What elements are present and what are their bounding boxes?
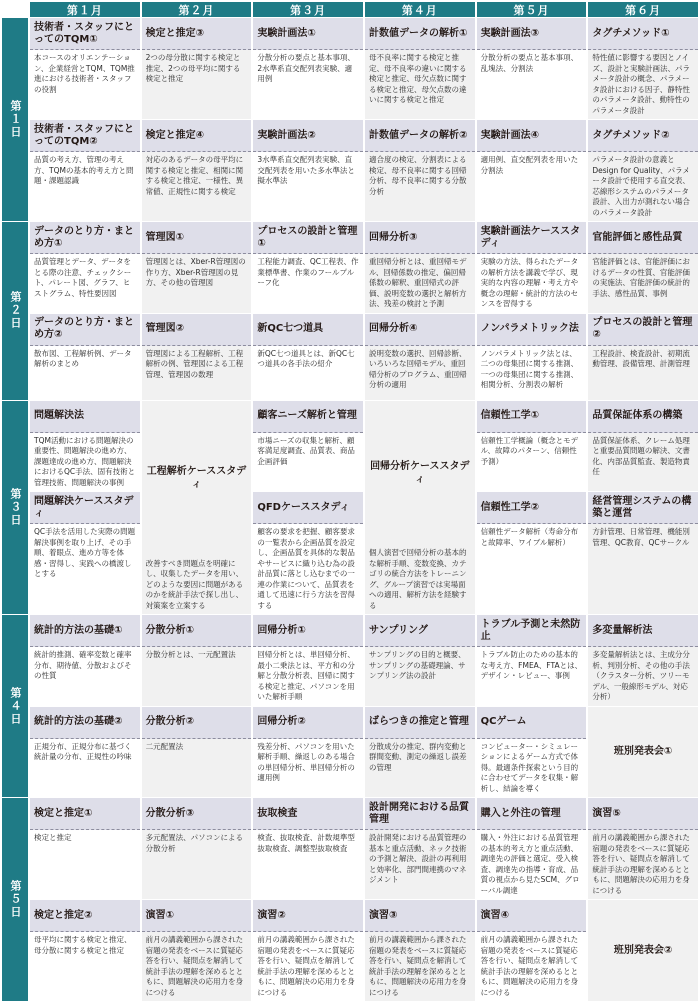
session-description: 適用例、直交配列表を用いた分割法 bbox=[480, 155, 579, 175]
session-title: 検定と推定② bbox=[30, 900, 140, 932]
session-description: 検定と推定 bbox=[34, 833, 72, 842]
session-cell bbox=[365, 615, 475, 706]
session-description: 正規分布、正規分布に基づく統計量の分布、正規性の吟味 bbox=[34, 741, 132, 761]
session-description: 購入・外注における品質管理の基本的考え方と重点活動、調達先の評価と選定、受入検査、調達先の指導・育成、品質の視点から見たSCM、グローバル調達 bbox=[480, 833, 580, 895]
session-cell bbox=[142, 900, 252, 1001]
course-schedule-table bbox=[2, 2, 698, 1001]
session-description: ノンパラメトリック法とは、二つの母集団に関する推測、一つの母集団に関する推測、相関分析、分割表の解析 bbox=[480, 348, 579, 389]
session-description: 多元配置法、パソコンによる分散分析 bbox=[145, 833, 244, 853]
session-description: 統計的推測、確率変数と確率分布、期待値、分散およびその性質 bbox=[34, 650, 132, 680]
month-header-2: 第２月 bbox=[142, 2, 252, 17]
session-description: 工程能力調査、QC工程表、作業標準書、作業のフールプルーフ化 bbox=[257, 257, 359, 287]
session-title: 回帰分析③ bbox=[365, 222, 475, 254]
session-title: データのとり方・まとめ方① bbox=[30, 222, 140, 254]
session-description: パラメータ設計の意義とDesign for Quality、パラメータ設計で使用する直交表、芯線形システムのパラメータ設計、入出力が測れない場合のパラメータ設計 bbox=[592, 155, 690, 217]
session-description: 残差分析、パソコンを用いた解析手順、繰返しのある場合の単回帰分析、単回帰分析の適用例 bbox=[257, 741, 355, 782]
session-description: 工程設計、検査設計、初期流動管理、設備管理、計測管理 bbox=[592, 348, 690, 368]
session-description: 3水準系直交配列表実験、直交配列表を用いた多水準法と擬水準法 bbox=[257, 155, 355, 185]
session-title: 演習④ bbox=[477, 900, 587, 932]
session-cell bbox=[365, 120, 475, 221]
session-title: 班別発表会② bbox=[613, 945, 673, 956]
session-title: QFDケーススタディ bbox=[253, 492, 363, 524]
session-title: 計数値データの解析① bbox=[365, 18, 475, 50]
session-description: 検査、抜取検査、計数規準型抜取検査、調整型抜取検査 bbox=[257, 833, 355, 853]
session-cell bbox=[588, 707, 698, 798]
session-description: 信頼性データ解析（寿命分布と故障率、ワイブル解析） bbox=[480, 527, 579, 547]
session-description: 特性値に影響する要因とノイズ、設計と実験計画法、パラメータ設計の概念、パラメータ設計における因子、静特性のパラメータ設計、動特性のパラメータ設計 bbox=[592, 53, 691, 115]
session-description: 対応のあるデータの母平均に関する検定と推定、相関に関する検定と推定、一様性、異常値、正規性に関する検定 bbox=[145, 155, 244, 196]
session-title: 演習① bbox=[142, 900, 252, 932]
session-title: 演習⑤ bbox=[588, 798, 698, 830]
session-cell bbox=[253, 314, 363, 400]
session-cell bbox=[30, 120, 140, 221]
session-title: 品質保証体系の構築 bbox=[588, 401, 698, 433]
header-corner bbox=[2, 2, 28, 17]
session-cell bbox=[30, 314, 140, 400]
session-cell bbox=[477, 615, 587, 706]
session-title: 実験計画法② bbox=[253, 120, 363, 152]
session-cell bbox=[477, 492, 587, 614]
session-cell bbox=[253, 707, 363, 798]
month-header-4: 第４月 bbox=[365, 2, 475, 17]
session-description: 新QC七つ道具とは、新QC七つ道具の各手法の紹介 bbox=[257, 348, 355, 368]
session-title: 統計的方法の基礎① bbox=[30, 615, 140, 647]
session-title: 回帰分析④ bbox=[365, 314, 475, 346]
session-title: 班別発表会① bbox=[613, 746, 673, 758]
session-description: 2つの母分散に関する検定と推定、2つの母平均に関する検定と推定 bbox=[145, 53, 241, 83]
session-title: 回帰分析② bbox=[253, 707, 363, 739]
day-header-4: 第４日 bbox=[2, 615, 28, 797]
session-title: サンプリング bbox=[365, 615, 475, 647]
session-description: 品質保証体系、クレーム処理と重要品質問題の解決、文書化、内部品質監査、製造物責任 bbox=[592, 435, 690, 476]
session-title: 工程解析ケーススタディ bbox=[146, 466, 247, 490]
session-cell bbox=[588, 120, 698, 221]
session-cell bbox=[30, 707, 140, 798]
session-title: 管理図① bbox=[142, 222, 252, 254]
session-description: 前月の講義範囲から課された宿題の発表をベースに質疑応答を行い、疑問点を解消して統計手法の理解を深めるとともに、問題解決の応用力を身につける bbox=[368, 935, 467, 997]
session-title: 回帰分析ケーススタディ bbox=[370, 460, 470, 485]
session-cell bbox=[253, 401, 363, 492]
session-description: 品質の考え方、管理の考え方、TQMの基本的考え方と問題・課題認識 bbox=[34, 155, 134, 185]
session-description: 分散分析の要点と基本事項、乱塊法、分割法 bbox=[480, 53, 579, 73]
session-cell bbox=[142, 120, 252, 221]
session-title: プロセスの設計と管理① bbox=[253, 222, 363, 254]
session-title: 検定と推定④ bbox=[142, 120, 252, 152]
session-cell bbox=[588, 401, 698, 492]
session-title: 多変量解析法 bbox=[588, 615, 698, 647]
session-cell bbox=[477, 18, 587, 119]
session-cell bbox=[365, 222, 475, 313]
session-title: 技術者・スタッフにとってのTQM② bbox=[30, 120, 140, 152]
month-header-3: 第３月 bbox=[253, 2, 363, 17]
session-cell bbox=[477, 900, 587, 1001]
session-description: 回帰分析とは、単回帰分析、最小二乗法とは、平方和の分解と分散分析表、回帰に関する検定と推定、パソコンを用いた解析手順 bbox=[257, 650, 355, 701]
session-cell bbox=[477, 798, 587, 899]
session-title: 回帰分析① bbox=[253, 615, 363, 647]
session-description: 前月の講義範囲から課された宿題の発表をベースに質疑応答を行い、疑問点を解消して統計手法の理解を深めるとともに、問題解決の応用力を身につける bbox=[480, 935, 579, 997]
month-header-6: 第６月 bbox=[588, 2, 698, 17]
session-title: 問題解決ケーススタディ bbox=[30, 492, 140, 524]
session-title: 信頼性工学① bbox=[477, 401, 587, 433]
session-cell bbox=[477, 222, 587, 313]
session-cell bbox=[477, 314, 587, 400]
session-cell bbox=[588, 492, 698, 614]
session-description: サンプリングの目的と概要、サンプリングの基礎理論、サンプリング法の設計 bbox=[368, 650, 466, 680]
session-cell bbox=[142, 615, 252, 706]
day-header-1: 第１日 bbox=[2, 18, 28, 221]
month-header-1: 第１月 bbox=[30, 2, 140, 17]
session-description: 本コースのオリエンテーション、企業経営とTQM、TQM推進における技術者・スタッフの役割 bbox=[34, 53, 135, 94]
session-title: トラブル予測と未然防止 bbox=[477, 615, 587, 647]
session-cell bbox=[253, 492, 363, 614]
session-title: 官能評価と感性品質 bbox=[588, 222, 698, 254]
session-cell bbox=[588, 900, 698, 1001]
session-cell bbox=[477, 707, 587, 798]
session-title: QCゲーム bbox=[477, 707, 587, 739]
session-title: 分散分析① bbox=[142, 615, 252, 647]
session-cell bbox=[253, 120, 363, 221]
session-description: 分散分析とは、一元配置法 bbox=[145, 650, 236, 659]
session-title: 分散分析③ bbox=[142, 798, 252, 830]
session-title: 実験計画法④ bbox=[477, 120, 587, 152]
session-description: 母平均に関する検定と推定、母分散に関する検定と推定 bbox=[34, 935, 132, 955]
session-cell bbox=[30, 492, 140, 614]
session-title: 顧客ニーズ解析と管理 bbox=[253, 401, 363, 433]
session-cell bbox=[142, 798, 252, 899]
session-description: コンピューター・シミュレーションによるゲーム方式で体得。最適条件探索という目的に合わせてデータを収集・解析し、結論を導く bbox=[480, 741, 579, 793]
session-title: 検定と推定① bbox=[30, 798, 140, 830]
session-cell bbox=[253, 222, 363, 313]
session-title: 抜取検査 bbox=[253, 798, 363, 830]
session-cell bbox=[477, 120, 587, 221]
session-description: 個人演習で回帰分析の基本的な解析手順、変数変換、カテゴリの統合方法をトレーニング、グループ演習では実場面への適用、解析方法を経験する bbox=[368, 548, 467, 610]
session-title: データのとり方・まとめ方② bbox=[30, 314, 140, 346]
session-cell bbox=[253, 798, 363, 899]
session-description: 顧客の要求を把握、顧客要求の一覧表から企画品質を設定し、企画品質を具体的な製品やサービスに織り込む為の設計品質に落とし込むまでの一連の作業について、品質表を通して迅速に行う方法を習得する bbox=[257, 527, 355, 610]
session-cell bbox=[142, 707, 252, 798]
session-description: TQM活動における問題解決の重要性、問題解決の進め方、課題達成の進め方、問題解決におけるQC手法、固有技術と管理技術、問題解決の事例 bbox=[34, 435, 136, 487]
session-description: 管理図による工程解析、工程解析の例、管理図による工程管理、管理図の数理 bbox=[145, 348, 244, 379]
day-header-3: 第３日 bbox=[2, 401, 28, 615]
session-description: 二元配置法 bbox=[145, 741, 184, 751]
session-title: 演習② bbox=[253, 900, 363, 932]
session-description: 母不良率に関する検定と推定、母不良率の違いに関する検定と推定、母欠点数に関する検定と推定、母欠点数の違いに関する検定と推定 bbox=[368, 53, 467, 104]
session-title: タグチメソッド② bbox=[588, 120, 698, 152]
session-description: 重回帰分析とは、重回帰モデル、回帰係数の推定、偏回帰係数の解釈、重回帰式の評価、説明変数の選択と解析方法、残差の検討と予測 bbox=[368, 257, 467, 308]
session-description: 管理図とは、Xber-R管理図の作り方、Xber-R管理図の見方、その他の管理図 bbox=[145, 257, 246, 287]
session-cell bbox=[30, 615, 140, 706]
session-cell bbox=[588, 222, 698, 313]
session-title: 技術者・スタッフにとってのTQM① bbox=[30, 18, 140, 50]
day-header-2: 第２日 bbox=[2, 222, 28, 400]
session-description: 分散分析の要点と基本事項、2水準系直交配列表実験、適用例 bbox=[257, 53, 355, 83]
session-title: 設計開発における品質管理 bbox=[365, 798, 475, 830]
session-title: 購入と外注の管理 bbox=[477, 798, 587, 830]
session-cell bbox=[588, 18, 698, 119]
session-cell bbox=[365, 707, 475, 798]
session-cell bbox=[30, 900, 140, 1001]
session-description: 官能評価とは、官能評価におけるデータの性質、官能評価の実施法、官能評価の統計的手法、感性品質、事例 bbox=[592, 257, 690, 298]
session-description: トラブル防止のための基本的な考え方、FMEA、FTAとは、デザイン・レビュー、事例 bbox=[480, 650, 583, 680]
session-title: 管理図② bbox=[142, 314, 252, 346]
session-cell bbox=[142, 401, 252, 615]
session-description: 散布図、工程解析例、データ解析のまとめ bbox=[34, 348, 132, 368]
session-description: QC手法を活用した実際の問題解決事例を取り上げ、その手順、着眼点、進め方等を体感・習得し、実践への橋渡しとする bbox=[34, 527, 136, 578]
session-description: 方針管理、日常管理、機能別管理、QC教育、QCサークル bbox=[592, 527, 690, 547]
session-title: 新QC七つ道具 bbox=[253, 314, 363, 346]
session-title: 実験計画法① bbox=[253, 18, 363, 50]
session-title: 検定と推定③ bbox=[142, 18, 252, 50]
session-description: 実験の方法、得られたデータの解析方法を講義で学び、現実的な内容の理解・考え方や概念の理解・統計的方法のセンスを習得する bbox=[480, 257, 579, 308]
session-description: 説明変数の選択、回帰診断、いろいろな回帰モデル、重回帰分析のプログラム、重回帰分析の適用 bbox=[368, 348, 467, 389]
session-title: 計数値データの解析② bbox=[365, 120, 475, 152]
session-title: ばらつきの推定と管理 bbox=[365, 707, 475, 739]
session-title: ノンパラメトリック法 bbox=[477, 314, 587, 346]
session-cell bbox=[30, 401, 140, 492]
session-title: 統計的方法の基礎② bbox=[30, 707, 140, 739]
session-title: 分散分析② bbox=[142, 707, 252, 739]
session-title: 実験計画法ケーススタディ bbox=[477, 222, 587, 254]
session-description: 分散成分の推定、群内変動と群間変動、測定の繰返し誤差の管理 bbox=[368, 741, 467, 772]
session-cell bbox=[365, 314, 475, 400]
session-cell bbox=[142, 314, 252, 400]
session-description: 前月の講義範囲から課された宿題の発表をベースに質疑応答を行い、疑問点を解消して統計手法の理解を深めるとともに、問題解決の応用力を身につける bbox=[145, 935, 244, 997]
session-description: 適合度の検定、分割表による検定、母不良率に関する回帰分析、母不良率に関する分散分析 bbox=[368, 155, 467, 196]
session-title: 実験計画法③ bbox=[477, 18, 587, 50]
session-cell bbox=[365, 798, 475, 899]
session-cell bbox=[365, 900, 475, 1001]
session-title: 経営管理システムの構築と運営 bbox=[588, 492, 698, 524]
session-title: 問題解決法 bbox=[30, 401, 140, 433]
session-cell bbox=[253, 900, 363, 1001]
month-header-5: 第５月 bbox=[477, 2, 587, 17]
session-cell bbox=[30, 798, 140, 899]
session-cell bbox=[253, 615, 363, 706]
session-description: 改善すべき問題点を明確にし、収集したデータを用い、どのような要因に問題があるのかを統計手法で探し出し、対策案を立案する bbox=[145, 558, 244, 610]
session-cell bbox=[365, 401, 475, 615]
session-cell bbox=[30, 18, 140, 119]
session-description: 多変量解析法とは、主成分分析、判別分析、その他の手法（クラスター分析、ツリーモデル、一般線形モデル、対応分析） bbox=[592, 650, 690, 701]
session-description: 品質管理とデータ、データをとる際の注意、チェックシート、パレート図、グラフ、ヒストグラム、特性要因図 bbox=[34, 257, 132, 298]
session-description: 市場ニーズの収集と解析、顧客満足度調査、品質表、商品企画評価 bbox=[257, 435, 355, 466]
session-cell bbox=[253, 18, 363, 119]
session-title: 信頼性工学② bbox=[477, 492, 587, 524]
session-cell bbox=[477, 401, 587, 492]
session-description: 前月の講義範囲から課された宿題の発表をベースに質疑応答を行い、疑問点を解消して統計手法の理解を深めるとともに、問題解決の応用力を身につける bbox=[592, 833, 690, 895]
session-cell bbox=[30, 222, 140, 313]
session-cell bbox=[142, 18, 252, 119]
session-cell bbox=[588, 798, 698, 899]
session-cell bbox=[588, 314, 698, 400]
day-header-5: 第５日 bbox=[2, 798, 28, 1001]
session-description: 設計開発における品質管理の基本と重点活動、ネック技術の予測と解決、設計の再利用と効率化、部門間連携のマネジメント bbox=[368, 833, 467, 884]
session-description: 前月の講義範囲から課された宿題の発表をベースに質疑応答を行い、疑問点を解消して統計手法の理解を深めるとともに、問題解決の応用力を身につける bbox=[257, 935, 355, 997]
session-cell bbox=[588, 615, 698, 706]
session-cell bbox=[365, 18, 475, 119]
session-title: プロセスの設計と管理② bbox=[588, 314, 698, 346]
session-cell bbox=[142, 222, 252, 313]
session-title: 演習③ bbox=[365, 900, 475, 932]
session-title: タグチメソッド① bbox=[588, 18, 698, 50]
session-description: 信頼性工学概論（概念とモデル、故障のパターン、信頼性予測） bbox=[480, 435, 579, 466]
